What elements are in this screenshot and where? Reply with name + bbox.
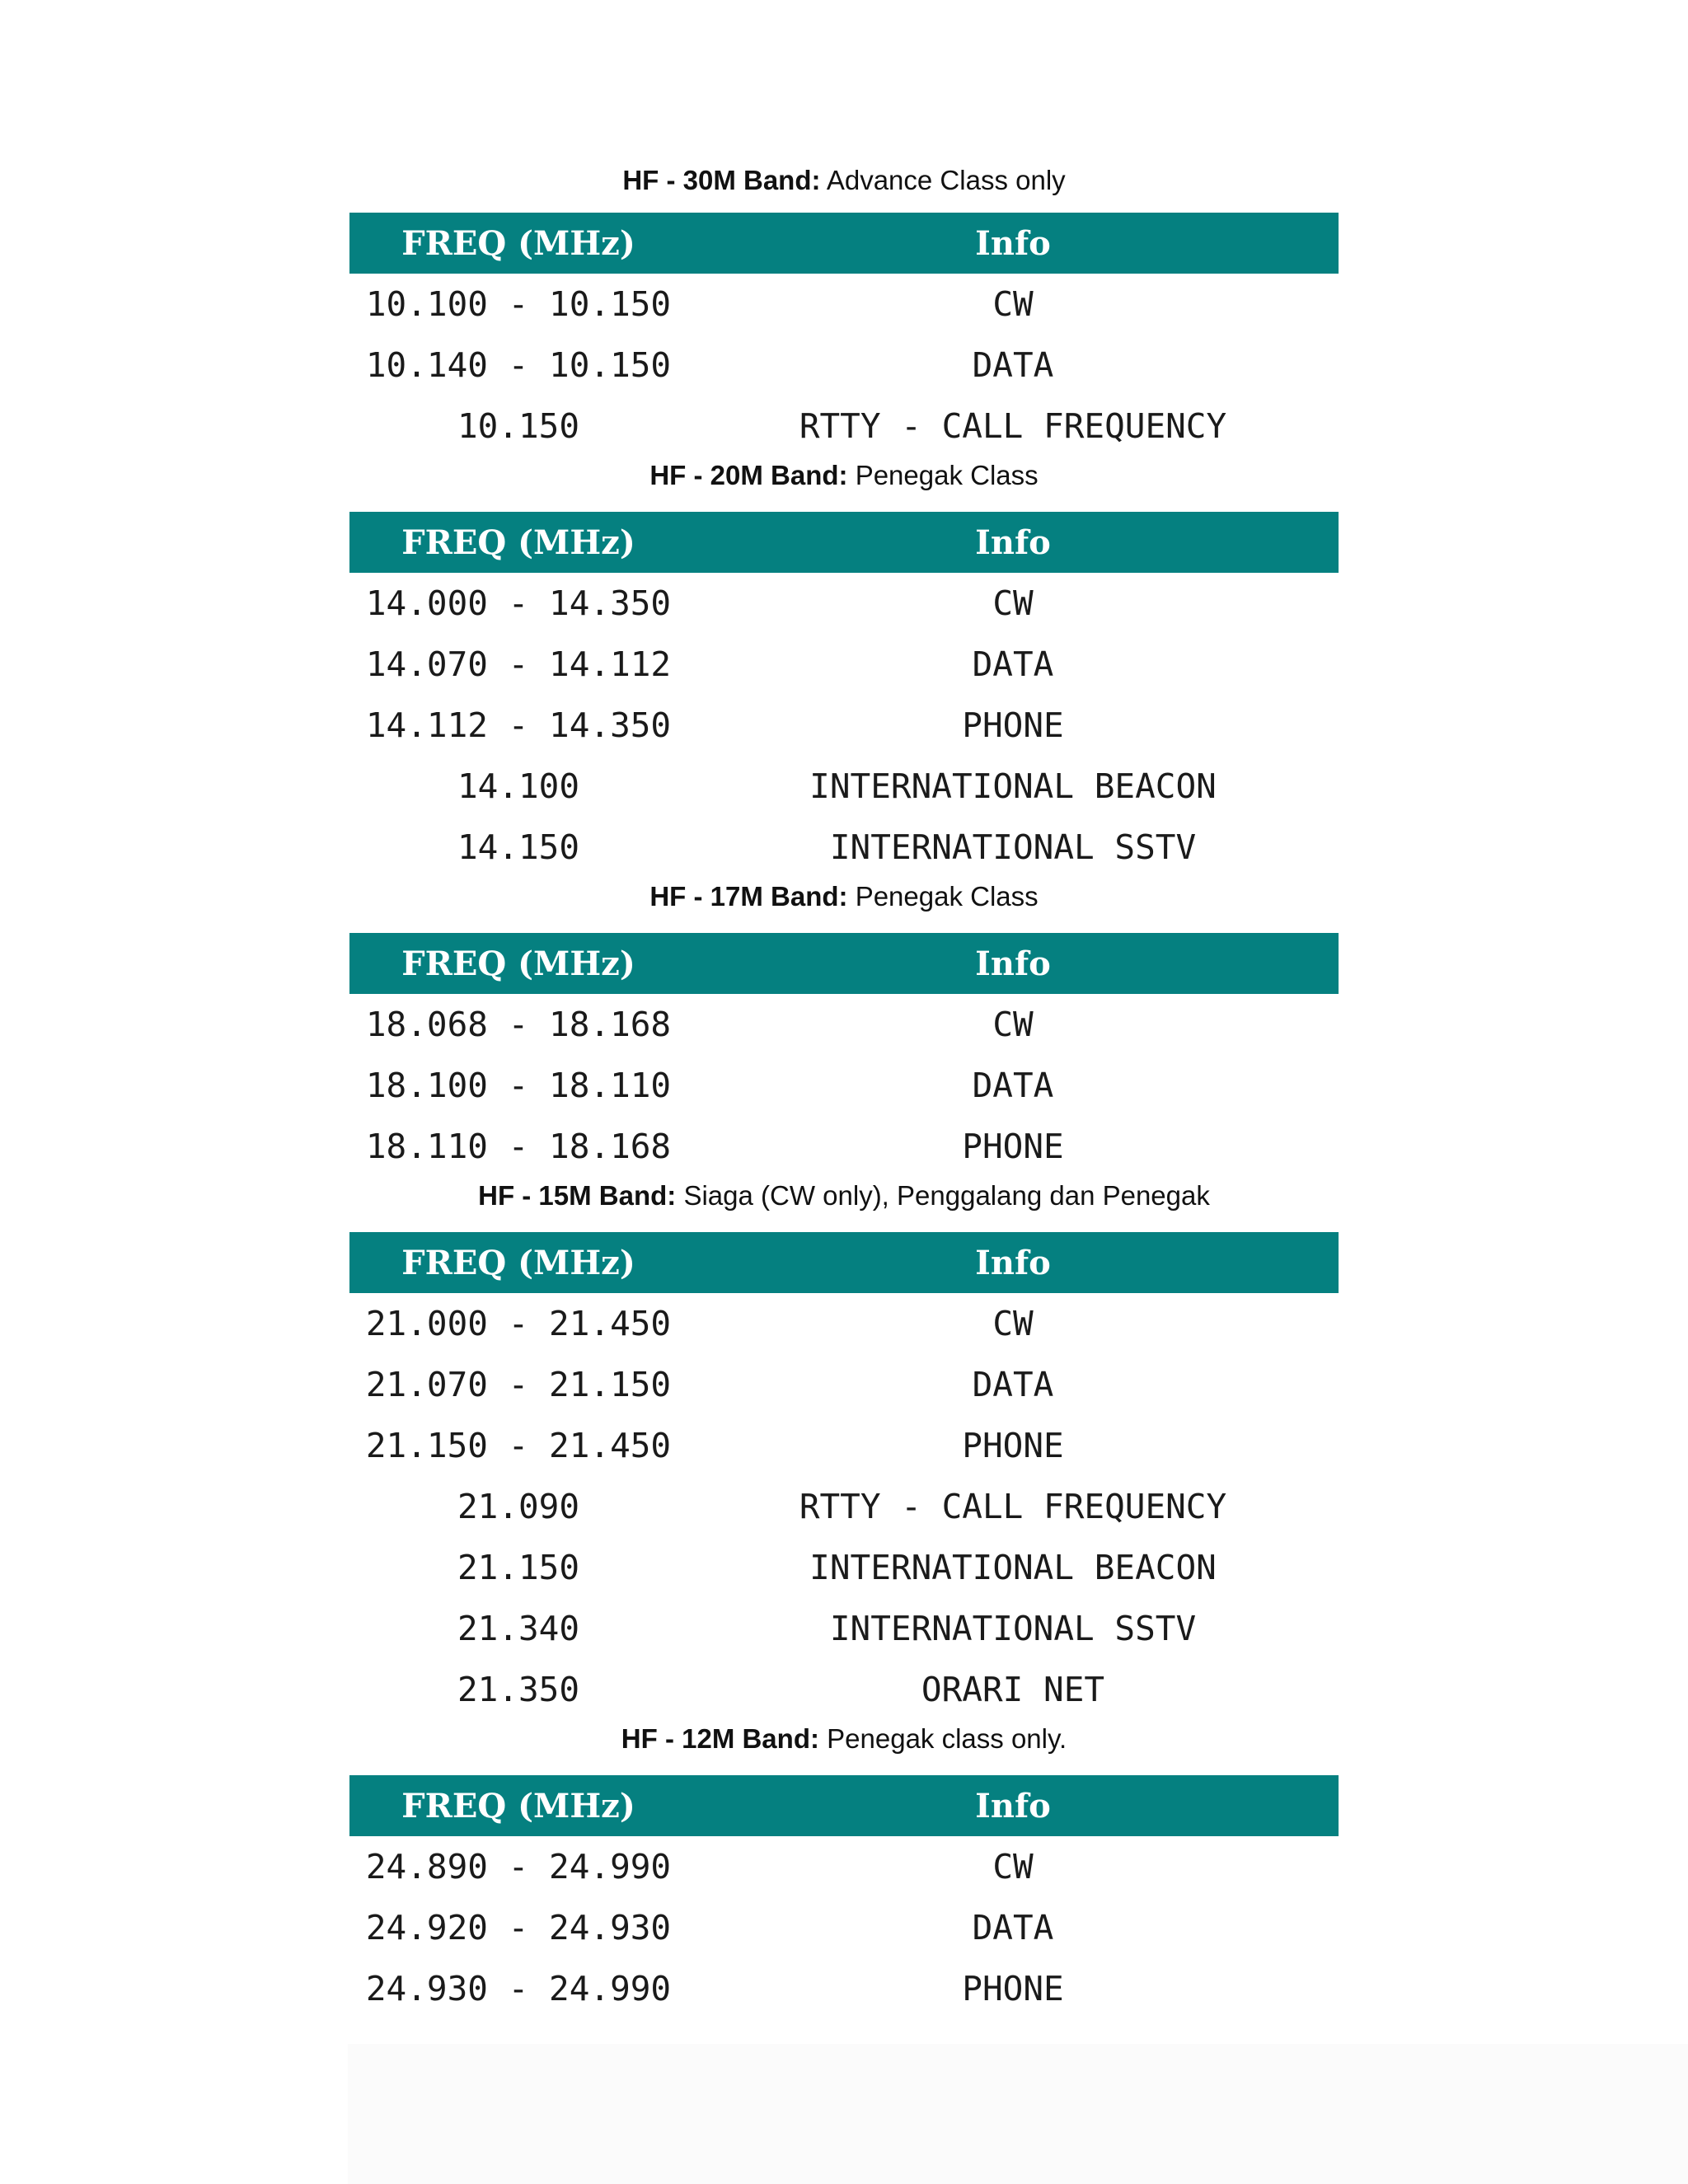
freq-cell: 18.068 - 18.168: [365, 1005, 672, 1044]
info-cell: DATA: [972, 1066, 1054, 1105]
freq-cell: 21.350: [457, 1670, 580, 1709]
band-label: HF - 15M Band:: [478, 1180, 677, 1211]
band-label: HF - 17M Band:: [649, 881, 848, 912]
table-header-row: [349, 1775, 1339, 1836]
info-cell: INTERNATIONAL SSTV: [829, 827, 1197, 867]
table-row: [349, 994, 1339, 1055]
freq-cell: 21.150: [457, 1548, 580, 1587]
table-row: [349, 274, 1339, 335]
freq-column-header: FREQ (MHz): [401, 523, 635, 562]
band-title: [349, 1177, 1339, 1215]
freq-cell: 14.000 - 14.350: [365, 583, 672, 623]
band-note: Penegak class only.: [827, 1723, 1067, 1754]
freq-cell: 21.340: [457, 1609, 580, 1648]
info-cell: RTTY - CALL FREQUENCY: [799, 406, 1227, 446]
table-row: [349, 634, 1339, 695]
band-title: [349, 457, 1339, 494]
info-cell: INTERNATIONAL BEACON: [809, 766, 1217, 806]
table-row: [349, 573, 1339, 634]
band-table-30m: [349, 213, 1339, 457]
freq-cell: 24.930 - 24.990: [365, 1969, 672, 2008]
band-title: [349, 878, 1339, 916]
band-title: [349, 1720, 1339, 1758]
table-row: [349, 1836, 1339, 1897]
band-note: Advance Class only: [826, 165, 1066, 195]
table-row: [349, 1476, 1339, 1537]
table-header-row: [349, 933, 1339, 994]
table-header-row: [349, 1232, 1339, 1293]
band-table-15m: [349, 1232, 1339, 1720]
info-cell: PHONE: [962, 1127, 1064, 1166]
table-row: [349, 396, 1339, 457]
info-column-header: Info: [975, 223, 1051, 263]
info-cell: ORARI NET: [921, 1670, 1105, 1709]
band-table-20m: [349, 512, 1339, 878]
freq-cell: 14.150: [457, 827, 580, 867]
freq-column-header: FREQ (MHz): [401, 1786, 635, 1825]
band-section-17m: [349, 878, 1339, 1177]
table-row: [349, 1293, 1339, 1354]
info-cell: PHONE: [962, 705, 1064, 745]
freq-cell: 21.090: [457, 1487, 580, 1526]
table-row: [349, 695, 1339, 756]
freq-cell: 21.070 - 21.150: [365, 1365, 672, 1404]
info-column-header: Info: [975, 1243, 1051, 1282]
freq-cell: 14.100: [457, 766, 580, 806]
band-section-20m: [349, 457, 1339, 878]
freq-cell: 14.070 - 14.112: [365, 644, 672, 684]
freq-column-header: FREQ (MHz): [401, 944, 635, 983]
table-row: [349, 1897, 1339, 1958]
band-table-17m: [349, 933, 1339, 1177]
freq-cell: 18.100 - 18.110: [365, 1066, 672, 1105]
band-section-30m: [349, 162, 1339, 457]
band-table-12m: [349, 1775, 1339, 2019]
table-header-row: [349, 213, 1339, 274]
info-cell: RTTY - CALL FREQUENCY: [799, 1487, 1227, 1526]
table-row: [349, 1659, 1339, 1720]
band-plan-document: [349, 162, 1339, 2019]
info-cell: CW: [992, 1847, 1034, 1886]
freq-cell: 10.150: [457, 406, 580, 446]
freq-cell: 18.110 - 18.168: [365, 1127, 672, 1166]
table-row: [349, 1537, 1339, 1598]
page-shade: [348, 2044, 1688, 2184]
band-note: Siaga (CW only), Penggalang dan Penegak: [683, 1180, 1210, 1211]
freq-cell: 21.150 - 21.450: [365, 1426, 672, 1465]
info-cell: DATA: [972, 1908, 1054, 1947]
table-row: [349, 1354, 1339, 1415]
info-column-header: Info: [975, 944, 1051, 983]
info-cell: DATA: [972, 1365, 1054, 1404]
table-row: [349, 1116, 1339, 1177]
freq-column-header: FREQ (MHz): [401, 1243, 635, 1282]
table-row: [349, 1958, 1339, 2019]
info-column-header: Info: [975, 1786, 1051, 1825]
band-note: Penegak Class: [855, 460, 1039, 490]
band-title: [349, 162, 1339, 199]
freq-cell: 14.112 - 14.350: [365, 705, 672, 745]
info-cell: DATA: [972, 644, 1054, 684]
table-row: [349, 756, 1339, 817]
table-row: [349, 335, 1339, 396]
table-row: [349, 1598, 1339, 1659]
band-section-15m: [349, 1177, 1339, 1720]
freq-cell: 24.890 - 24.990: [365, 1847, 672, 1886]
band-note: Penegak Class: [855, 881, 1039, 912]
table-header-row: [349, 512, 1339, 573]
freq-column-header: FREQ (MHz): [401, 223, 635, 263]
info-cell: CW: [992, 284, 1034, 324]
info-cell: CW: [992, 1304, 1034, 1343]
table-row: [349, 1415, 1339, 1476]
info-cell: CW: [992, 583, 1034, 623]
freq-cell: 10.100 - 10.150: [365, 284, 672, 324]
band-label: HF - 30M Band:: [622, 165, 821, 195]
info-cell: INTERNATIONAL BEACON: [809, 1548, 1217, 1587]
band-label: HF - 12M Band:: [621, 1723, 819, 1754]
info-cell: DATA: [972, 345, 1054, 385]
info-column-header: Info: [975, 523, 1051, 562]
info-cell: PHONE: [962, 1969, 1064, 2008]
info-cell: CW: [992, 1005, 1034, 1044]
band-label: HF - 20M Band:: [649, 460, 848, 490]
info-cell: PHONE: [962, 1426, 1064, 1465]
band-section-12m: [349, 1720, 1339, 2019]
table-row: [349, 817, 1339, 878]
freq-cell: 21.000 - 21.450: [365, 1304, 672, 1343]
table-row: [349, 1055, 1339, 1116]
info-cell: INTERNATIONAL SSTV: [829, 1609, 1197, 1648]
freq-cell: 10.140 - 10.150: [365, 345, 672, 385]
freq-cell: 24.920 - 24.930: [365, 1908, 672, 1947]
